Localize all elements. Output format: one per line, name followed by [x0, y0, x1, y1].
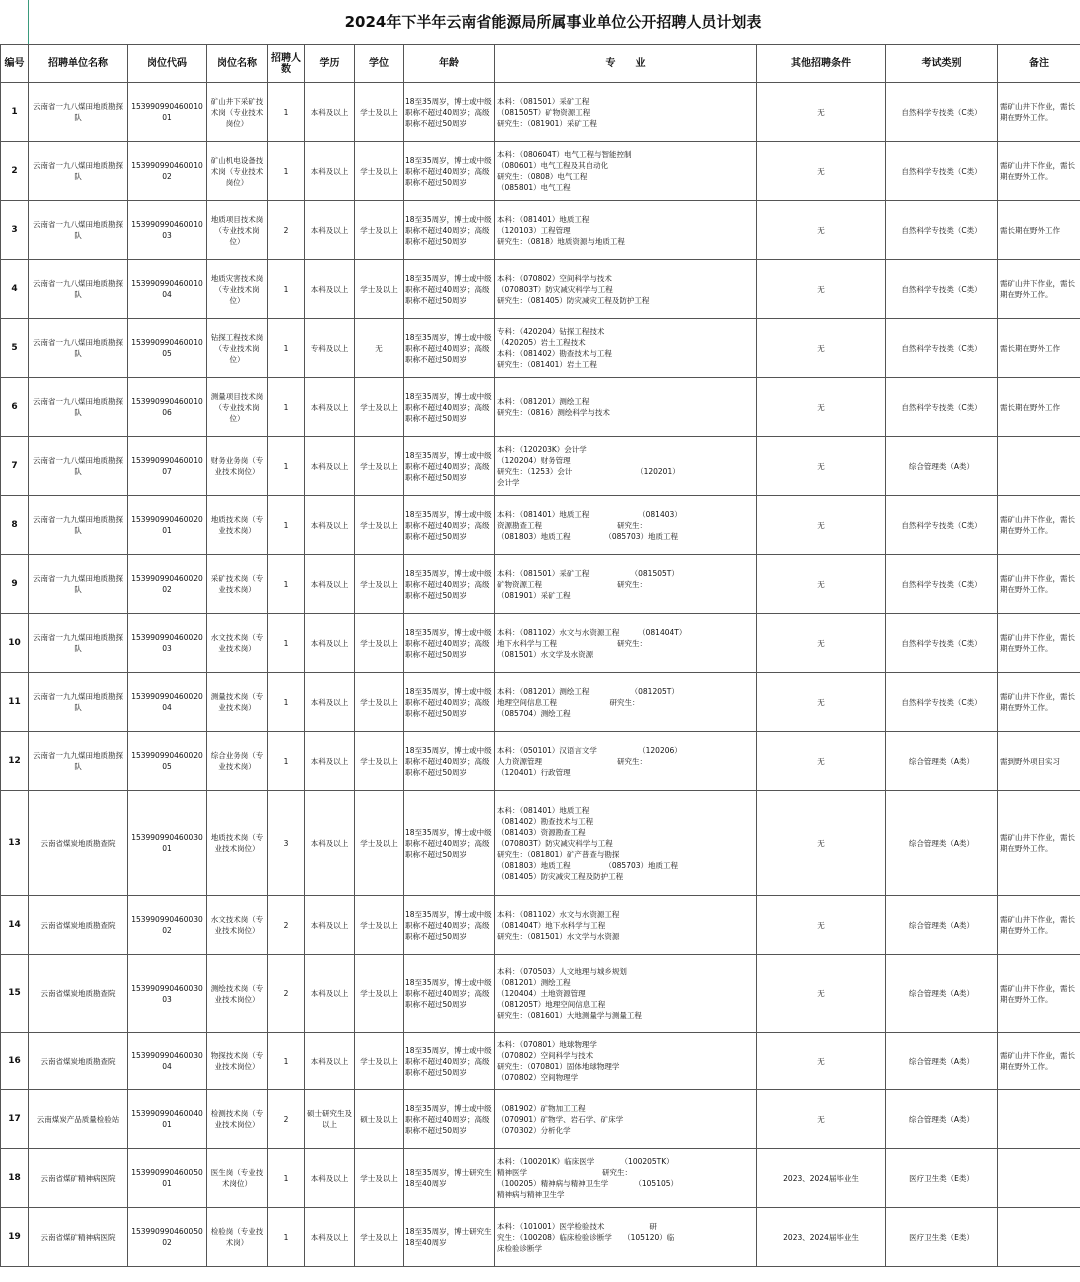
remark-cell: 需矿山井下作业，需长期在野外工作。	[998, 142, 1080, 201]
table-row	[1, 260, 1080, 319]
degree-cell: 硕士及以上	[355, 1090, 404, 1149]
header-no: 编号	[1, 45, 29, 83]
header-major: 专 业	[495, 45, 757, 83]
table-row	[1, 955, 1080, 1033]
other-conditions-cell: 无	[757, 614, 886, 673]
post-name-cell: 测量项目技术岗（专业技术岗位）	[207, 378, 268, 437]
exam-category-cell: 综合管理类（A类）	[886, 1033, 998, 1090]
education-cell: 本科及以上	[305, 555, 355, 614]
remark-cell: 需矿山井下作业，需长期在野外工作。	[998, 555, 1080, 614]
other-conditions-cell: 无	[757, 955, 886, 1033]
table-row	[1, 1033, 1080, 1090]
row-number: 1	[1, 83, 29, 142]
degree-cell: 学士及以上	[355, 142, 404, 201]
other-conditions-cell: 无	[757, 1033, 886, 1090]
post-name-cell: 测绘技术岗（专业技术岗位）	[207, 955, 268, 1033]
row-number: 14	[1, 896, 29, 955]
row-number: 4	[1, 260, 29, 319]
remark-cell: 需矿山井下作业，需长期在野外工作。	[998, 83, 1080, 142]
exam-category-cell: 自然科学专技类（C类）	[886, 142, 998, 201]
major-cell: 本科：（081201）测绘工程 研究生：（0816）测绘科学与技术	[495, 378, 757, 437]
unit-name-cell: 云南省煤炭地质勘查院	[29, 896, 128, 955]
post-name-cell: 地质项目技术岗（专业技术岗位）	[207, 201, 268, 260]
major-cell: 本科：（081501）采矿工程 （081505T） 矿物资源工程 研究生： （081901）采矿工程	[495, 555, 757, 614]
headcount-cell: 1	[268, 1033, 305, 1090]
age-cell: 18至35周岁，博士研究生18至40周岁	[404, 1149, 495, 1208]
header-num: 招聘人数	[268, 45, 305, 83]
post-code-cell: 15399099046003002	[128, 896, 207, 955]
remark-cell: 需到野外项目实习	[998, 732, 1080, 791]
unit-name-cell: 云南省一九九煤田地质勘探队	[29, 673, 128, 732]
row-number: 6	[1, 378, 29, 437]
row-number: 17	[1, 1090, 29, 1149]
post-code-cell: 15399099046001001	[128, 83, 207, 142]
major-cell: 本科：（081102）水文与水资源工程 （081404T）地下水科学与工程 研究生：（081501）水文学与水资源	[495, 896, 757, 955]
exam-category-cell: 综合管理类（A类）	[886, 437, 998, 496]
unit-name-cell: 云南省煤炭地质勘查院	[29, 791, 128, 896]
post-code-cell: 15399099046001007	[128, 437, 207, 496]
post-name-cell: 检验岗（专业技术岗）	[207, 1208, 268, 1267]
other-conditions-cell: 无	[757, 437, 886, 496]
other-conditions-cell: 无	[757, 260, 886, 319]
post-code-cell: 15399099046003003	[128, 955, 207, 1033]
major-cell: 本科：（070503）人文地理与城乡规划 （081201）测绘工程 （120404）土地资源管理 （081205T）地理空间信息工程 研究生：（081601）大地测量学与测量工程	[495, 955, 757, 1033]
headcount-cell: 1	[268, 1149, 305, 1208]
degree-cell: 学士及以上	[355, 1033, 404, 1090]
table-row	[1, 201, 1080, 260]
degree-cell: 学士及以上	[355, 496, 404, 555]
unit-name-cell: 云南省一九九煤田地质勘探队	[29, 555, 128, 614]
post-code-cell: 15399099046002001	[128, 496, 207, 555]
education-cell: 本科及以上	[305, 732, 355, 791]
header-age: 年龄	[404, 45, 495, 83]
age-cell: 18至35周岁，博士或中级职称不超过40周岁；高级职称不超过50周岁	[404, 1090, 495, 1149]
row-number: 13	[1, 791, 29, 896]
other-conditions-cell: 无	[757, 319, 886, 378]
post-name-cell: 钻探工程技术岗（专业技术岗位）	[207, 319, 268, 378]
post-name-cell: 矿山机电设备技术岗（专业技术岗位）	[207, 142, 268, 201]
education-cell: 本科及以上	[305, 791, 355, 896]
post-code-cell: 15399099046001005	[128, 319, 207, 378]
post-name-cell: 水文技术岗（专业技术岗）	[207, 614, 268, 673]
row-number: 7	[1, 437, 29, 496]
post-name-cell: 财务业务岗（专业技术岗位）	[207, 437, 268, 496]
exam-category-cell: 综合管理类（A类）	[886, 732, 998, 791]
unit-name-cell: 云南省一九八煤田地质勘探队	[29, 437, 128, 496]
age-cell: 18至35周岁，博士或中级职称不超过40周岁；高级职称不超过50周岁	[404, 319, 495, 378]
major-cell: 本科：（081401）地质工程 （120103）工程管理 研究生：（0818）地质资源与地质工程	[495, 201, 757, 260]
age-cell: 18至35周岁，博士或中级职称不超过40周岁；高级职称不超过50周岁	[404, 1033, 495, 1090]
row-number: 18	[1, 1149, 29, 1208]
age-cell: 18至35周岁，博士或中级职称不超过40周岁；高级职称不超过50周岁	[404, 437, 495, 496]
major-cell: 本科：（081501）采矿工程 （081505T）矿物资源工程 研究生：（081901）采矿工程	[495, 83, 757, 142]
table-row	[1, 1208, 1080, 1267]
age-cell: 18至35周岁，博士或中级职称不超过40周岁；高级职称不超过50周岁	[404, 791, 495, 896]
degree-cell: 学士及以上	[355, 614, 404, 673]
table-row	[1, 555, 1080, 614]
unit-name-cell: 云南省一九八煤田地质勘探队	[29, 201, 128, 260]
other-conditions-cell: 无	[757, 83, 886, 142]
remark-cell	[998, 437, 1080, 496]
remark-cell: 需长期在野外工作	[998, 378, 1080, 437]
age-cell: 18至35周岁，博士或中级职称不超过40周岁；高级职称不超过50周岁	[404, 955, 495, 1033]
degree-cell: 学士及以上	[355, 1208, 404, 1267]
degree-cell: 学士及以上	[355, 955, 404, 1033]
remark-cell: 需矿山井下作业，需长期在野外工作。	[998, 673, 1080, 732]
headcount-cell: 2	[268, 1090, 305, 1149]
age-cell: 18至35周岁，博士或中级职称不超过40周岁；高级职称不超过50周岁	[404, 378, 495, 437]
age-cell: 18至35周岁，博士或中级职称不超过40周岁；高级职称不超过50周岁	[404, 732, 495, 791]
headcount-cell: 1	[268, 673, 305, 732]
exam-category-cell: 自然科学专技类（C类）	[886, 496, 998, 555]
degree-cell: 学士及以上	[355, 201, 404, 260]
education-cell: 本科及以上	[305, 142, 355, 201]
table-row	[1, 142, 1080, 201]
other-conditions-cell: 无	[757, 896, 886, 955]
major-cell: 本科：（100201K）临床医学 （100205TK） 精神医学 研究生： （100205）精神病与精神卫生学 （105105） 精神病与精神卫生学	[495, 1149, 757, 1208]
degree-cell: 学士及以上	[355, 260, 404, 319]
post-code-cell: 15399099046003001	[128, 791, 207, 896]
table-body	[1, 83, 1080, 1267]
row-number: 5	[1, 319, 29, 378]
post-code-cell: 15399099046002004	[128, 673, 207, 732]
age-cell: 18至35周岁，博士或中级职称不超过40周岁；高级职称不超过50周岁	[404, 896, 495, 955]
degree-cell: 学士及以上	[355, 673, 404, 732]
education-cell: 本科及以上	[305, 201, 355, 260]
headcount-cell: 1	[268, 260, 305, 319]
table-row	[1, 732, 1080, 791]
row-number: 15	[1, 955, 29, 1033]
education-cell: 本科及以上	[305, 1149, 355, 1208]
major-cell: 本科：（080604T）电气工程与智能控制 （080601）电气工程及其自动化 研究生：（0808）电气工程 （085801）电气工程	[495, 142, 757, 201]
major-cell: 本科：（070801）地球物理学 （070802）空间科学与技术 研究生：（070801）固体地球物理学 （070802）空间物理学	[495, 1033, 757, 1090]
post-name-cell: 矿山井下采矿技术岗（专业技术岗位）	[207, 83, 268, 142]
age-cell: 18至35周岁，博士或中级职称不超过40周岁；高级职称不超过50周岁	[404, 142, 495, 201]
post-name-cell: 地质技术岗（专业技术岗位）	[207, 791, 268, 896]
table-row	[1, 614, 1080, 673]
header-degree: 学位	[355, 45, 404, 83]
major-cell: 本科：（081102）水文与水资源工程 （081404T） 地下水科学与工程 研究生： （081501）水文学及水资源	[495, 614, 757, 673]
unit-name-cell: 云南省一九八煤田地质勘探队	[29, 142, 128, 201]
headcount-cell: 2	[268, 896, 305, 955]
major-cell: 本科：（101001）医学检验技术 研 究生：（100208）临床检验诊断学 （105120）临 床检验诊断学	[495, 1208, 757, 1267]
degree-cell: 学士及以上	[355, 791, 404, 896]
table-title: 2024年下半年云南省能源局所属事业单位公开招聘人员计划表	[344, 13, 762, 31]
age-cell: 18至35周岁，博士或中级职称不超过40周岁；高级职称不超过50周岁	[404, 83, 495, 142]
exam-category-cell: 综合管理类（A类）	[886, 896, 998, 955]
headcount-cell: 1	[268, 732, 305, 791]
remark-cell: 需矿山井下作业，需长期在野外工作。	[998, 791, 1080, 896]
major-cell: 专科：（420204）钻探工程技术 （420205）岩土工程技术 本科：（081402）勘查技术与工程 研究生：（081401）岩土工程	[495, 319, 757, 378]
exam-category-cell: 自然科学专技类（C类）	[886, 319, 998, 378]
unit-name-cell: 云南省煤炭地质勘查院	[29, 955, 128, 1033]
education-cell: 本科及以上	[305, 437, 355, 496]
other-conditions-cell: 无	[757, 732, 886, 791]
unit-name-cell: 云南省一九九煤田地质勘探队	[29, 614, 128, 673]
table-row	[1, 496, 1080, 555]
major-cell: 本科：（081401）地质工程 （081403） 资源勘查工程 研究生： （081803）地质工程 （085703）地质工程	[495, 496, 757, 555]
unit-name-cell: 云南省一九八煤田地质勘探队	[29, 319, 128, 378]
post-code-cell: 15399099046004001	[128, 1090, 207, 1149]
remark-cell: 需矿山井下作业，需长期在野外工作。	[998, 614, 1080, 673]
headcount-cell: 2	[268, 201, 305, 260]
age-cell: 18至35周岁，博士或中级职称不超过40周岁；高级职称不超过50周岁	[404, 555, 495, 614]
unit-name-cell: 云南省一九八煤田地质勘探队	[29, 378, 128, 437]
table-row	[1, 319, 1080, 378]
exam-category-cell: 综合管理类（A类）	[886, 955, 998, 1033]
major-cell: 本科：（120203K）会计学 （120204）财务管理 研究生：（1253）会计 （120201） 会计学	[495, 437, 757, 496]
other-conditions-cell: 2023、2024届毕业生	[757, 1149, 886, 1208]
education-cell: 本科及以上	[305, 378, 355, 437]
age-cell: 18至35周岁，博士或中级职称不超过40周岁；高级职称不超过50周岁	[404, 201, 495, 260]
other-conditions-cell: 无	[757, 142, 886, 201]
header-code: 岗位代码	[128, 45, 207, 83]
post-name-cell: 水文技术岗（专业技术岗位）	[207, 896, 268, 955]
headcount-cell: 1	[268, 437, 305, 496]
post-code-cell: 15399099046003004	[128, 1033, 207, 1090]
exam-category-cell: 自然科学专技类（C类）	[886, 201, 998, 260]
remark-cell: 需矿山井下作业，需长期在野外工作。	[998, 496, 1080, 555]
post-name-cell: 地质灾害技术岗（专业技术岗位）	[207, 260, 268, 319]
post-code-cell: 15399099046002002	[128, 555, 207, 614]
post-code-cell: 15399099046005001	[128, 1149, 207, 1208]
education-cell: 本科及以上	[305, 83, 355, 142]
education-cell: 本科及以上	[305, 1208, 355, 1267]
education-cell: 本科及以上	[305, 1033, 355, 1090]
post-name-cell: 采矿技术岗（专业技术岗）	[207, 555, 268, 614]
remark-cell: 需长期在野外工作	[998, 319, 1080, 378]
degree-cell: 无	[355, 319, 404, 378]
age-cell: 18至35周岁，博士或中级职称不超过40周岁；高级职称不超过50周岁	[404, 260, 495, 319]
exam-category-cell: 医疗卫生类（E类）	[886, 1149, 998, 1208]
major-cell: （081902）矿物加工工程 （070901）矿物学、岩石学、矿床学 （070302）分析化学	[495, 1090, 757, 1149]
remark-cell	[998, 1208, 1080, 1267]
headcount-cell: 1	[268, 378, 305, 437]
recruitment-table	[0, 44, 1080, 1267]
other-conditions-cell: 无	[757, 673, 886, 732]
other-conditions-cell: 无	[757, 496, 886, 555]
post-name-cell: 测量技术岗（专业技术岗）	[207, 673, 268, 732]
post-code-cell: 15399099046001006	[128, 378, 207, 437]
remark-cell: 需矿山井下作业，需长期在野外工作。	[998, 1033, 1080, 1090]
table-row	[1, 1090, 1080, 1149]
age-cell: 18至35周岁，博士或中级职称不超过40周岁；高级职称不超过50周岁	[404, 614, 495, 673]
major-cell: 本科：（070802）空间科学与技术 （070803T）防灾减灾科学与工程 研究生：（081405）防灾减灾工程及防护工程	[495, 260, 757, 319]
row-number: 8	[1, 496, 29, 555]
education-cell: 本科及以上	[305, 673, 355, 732]
headcount-cell: 2	[268, 955, 305, 1033]
education-cell: 专科及以上	[305, 319, 355, 378]
table-row	[1, 378, 1080, 437]
remark-cell	[998, 1090, 1080, 1149]
remark-cell: 需矿山井下作业，需长期在野外工作。	[998, 896, 1080, 955]
exam-category-cell: 自然科学专技类（C类）	[886, 555, 998, 614]
education-cell: 本科及以上	[305, 260, 355, 319]
exam-category-cell: 综合管理类（A类）	[886, 1090, 998, 1149]
exam-category-cell: 自然科学专技类（C类）	[886, 83, 998, 142]
row-number: 9	[1, 555, 29, 614]
education-cell: 本科及以上	[305, 896, 355, 955]
table-row	[1, 896, 1080, 955]
other-conditions-cell: 无	[757, 201, 886, 260]
major-cell: 本科：（050101）汉语言文学 （120206） 人力资源管理 研究生： （120401）行政管理	[495, 732, 757, 791]
table-row	[1, 437, 1080, 496]
education-cell: 本科及以上	[305, 496, 355, 555]
row-number: 2	[1, 142, 29, 201]
post-code-cell: 15399099046005002	[128, 1208, 207, 1267]
post-code-cell: 15399099046001002	[128, 142, 207, 201]
table-row	[1, 1149, 1080, 1208]
header-edu: 学历	[305, 45, 355, 83]
post-name-cell: 综合业务岗（专业技术岗）	[207, 732, 268, 791]
other-conditions-cell: 2023、2024届毕业生	[757, 1208, 886, 1267]
headcount-cell: 1	[268, 1208, 305, 1267]
post-code-cell: 15399099046002005	[128, 732, 207, 791]
degree-cell: 学士及以上	[355, 555, 404, 614]
post-code-cell: 15399099046001003	[128, 201, 207, 260]
remark-cell: 需矿山井下作业，需长期在野外工作。	[998, 260, 1080, 319]
degree-cell: 学士及以上	[355, 896, 404, 955]
post-name-cell: 地质技术岗（专业技术岗）	[207, 496, 268, 555]
degree-cell: 学士及以上	[355, 437, 404, 496]
header-row	[1, 45, 1080, 83]
exam-category-cell: 医疗卫生类（E类）	[886, 1208, 998, 1267]
age-cell: 18至35周岁，博士或中级职称不超过40周岁；高级职称不超过50周岁	[404, 496, 495, 555]
major-cell: 本科：（081401）地质工程 （081402）勘查技术与工程 （081403）资源勘查工程 （070803T）防灾减灾科学与工程 研究生：（081801）矿产普查与勘探 （081803）地质工程 （085703）地质工程 （081405）防灾减灾工程及防护工程	[495, 791, 757, 896]
row-number: 12	[1, 732, 29, 791]
headcount-cell: 1	[268, 319, 305, 378]
other-conditions-cell: 无	[757, 791, 886, 896]
unit-name-cell: 云南省一九八煤田地质勘探队	[29, 83, 128, 142]
row-number: 3	[1, 201, 29, 260]
row-number: 19	[1, 1208, 29, 1267]
header-other: 其他招聘条件	[757, 45, 886, 83]
header-post: 岗位名称	[207, 45, 268, 83]
header-exam: 考试类别	[886, 45, 998, 83]
other-conditions-cell: 无	[757, 555, 886, 614]
degree-cell: 学士及以上	[355, 732, 404, 791]
other-conditions-cell: 无	[757, 378, 886, 437]
degree-cell: 学士及以上	[355, 83, 404, 142]
headcount-cell: 1	[268, 83, 305, 142]
table-row	[1, 673, 1080, 732]
remark-cell	[998, 1149, 1080, 1208]
header-unit: 招聘单位名称	[29, 45, 128, 83]
headcount-cell: 3	[268, 791, 305, 896]
exam-category-cell: 自然科学专技类（C类）	[886, 673, 998, 732]
age-cell: 18至35周岁，博士或中级职称不超过40周岁；高级职称不超过50周岁	[404, 673, 495, 732]
unit-name-cell: 云南省一九九煤田地质勘探队	[29, 732, 128, 791]
row-number: 16	[1, 1033, 29, 1090]
table-row	[1, 83, 1080, 142]
degree-cell: 学士及以上	[355, 1149, 404, 1208]
remark-cell: 需长期在野外工作	[998, 201, 1080, 260]
age-cell: 18至35周岁，博士研究生18至40周岁	[404, 1208, 495, 1267]
post-name-cell: 物探技术岗（专业技术岗位）	[207, 1033, 268, 1090]
unit-name-cell: 云南省煤矿精神病医院	[29, 1149, 128, 1208]
exam-category-cell: 综合管理类（A类）	[886, 791, 998, 896]
unit-name-cell: 云南省一九九煤田地质勘探队	[29, 496, 128, 555]
headcount-cell: 1	[268, 496, 305, 555]
post-code-cell: 15399099046001004	[128, 260, 207, 319]
unit-name-cell: 云南省一九八煤田地质勘探队	[29, 260, 128, 319]
table-row	[1, 791, 1080, 896]
remark-cell: 需矿山井下作业，需长期在野外工作。	[998, 955, 1080, 1033]
unit-name-cell: 云南省煤矿精神病医院	[29, 1208, 128, 1267]
unit-name-cell: 云南省煤炭地质勘查院	[29, 1033, 128, 1090]
exam-category-cell: 自然科学专技类（C类）	[886, 614, 998, 673]
other-conditions-cell: 无	[757, 1090, 886, 1149]
unit-name-cell: 云南煤炭产品质量检验站	[29, 1090, 128, 1149]
education-cell: 硕士研究生及以上	[305, 1090, 355, 1149]
headcount-cell: 1	[268, 614, 305, 673]
education-cell: 本科及以上	[305, 614, 355, 673]
row-number: 11	[1, 673, 29, 732]
exam-category-cell: 自然科学专技类（C类）	[886, 260, 998, 319]
post-code-cell: 15399099046002003	[128, 614, 207, 673]
degree-cell: 学士及以上	[355, 378, 404, 437]
post-name-cell: 医生岗（专业技术岗位）	[207, 1149, 268, 1208]
header-note: 备注	[998, 45, 1080, 83]
education-cell: 本科及以上	[305, 955, 355, 1033]
post-name-cell: 检测技术岗（专业技术岗位）	[207, 1090, 268, 1149]
major-cell: 本科：（081201）测绘工程 （081205T） 地理空间信息工程 研究生： （085704）测绘工程	[495, 673, 757, 732]
headcount-cell: 1	[268, 555, 305, 614]
row-number: 10	[1, 614, 29, 673]
headcount-cell: 1	[268, 142, 305, 201]
exam-category-cell: 自然科学专技类（C类）	[886, 378, 998, 437]
